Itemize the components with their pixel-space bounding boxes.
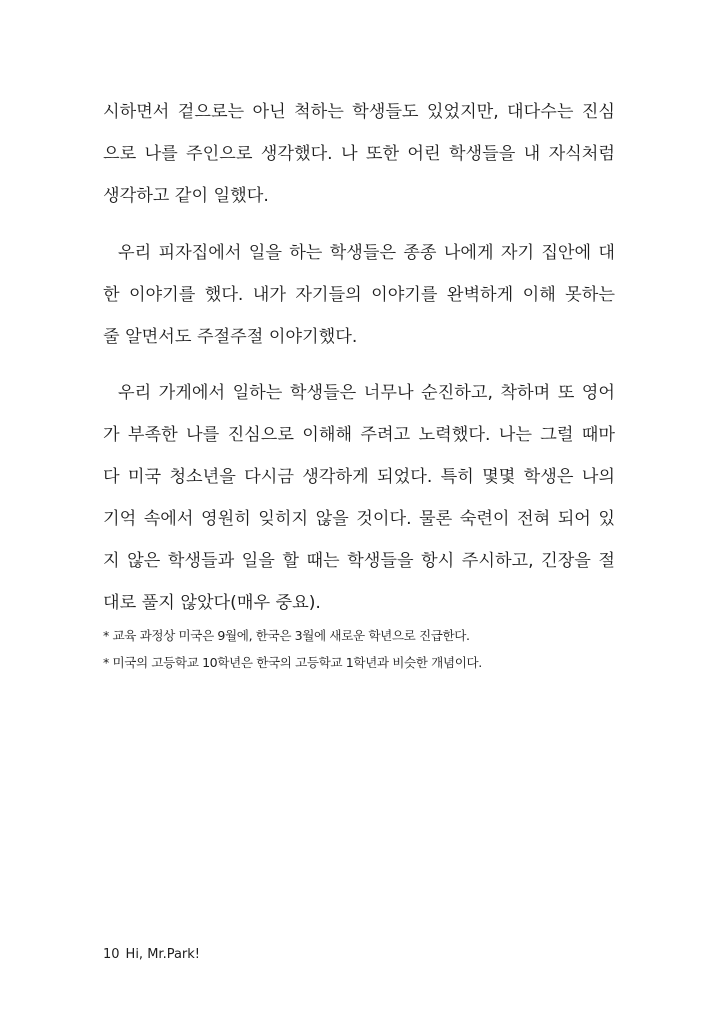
paragraph-2-line-2: 한 이야기를 했다. 내가 자기들의 이야기를 완벽하게 이해 못하는 [103, 285, 615, 305]
paragraph-3-line-3: 다 미국 청소년을 다시금 생각하게 되었다. 특히 몇몇 학생은 나의 [103, 467, 615, 487]
paragraph-3-line-2: 가 부족한 나를 진심으로 이해해 주려고 노력했다. 나는 그럴 때마 [103, 425, 615, 445]
paragraph-1-line-2: 으로 나를 주인으로 생각했다. 나 또한 어린 학생들을 내 자식처럼 [103, 144, 615, 164]
paragraph-3-line-1: 우리 가게에서 일하는 학생들은 너무나 순진하고, 착하며 또 영어 [118, 383, 615, 403]
paragraph-1-line-1: 시하면서 겉으로는 아닌 척하는 학생들도 있었지만, 대다수는 진심 [103, 102, 615, 122]
paragraph-3-line-4: 기억 속에서 영원히 잊히지 않을 것이다. 물론 숙련이 전혀 되어 있 [103, 509, 615, 529]
page-footer [103, 946, 200, 964]
footnote-1: * 교육 과정상 미국은 9월에, 한국은 3월에 새로운 학년으로 진급한다. [103, 628, 470, 643]
paragraph-3-line-6: 대로 풀지 않았다(매우 중요). [103, 593, 321, 613]
paragraph-1-line-3: 생각하고 같이 일했다. [103, 186, 269, 206]
paragraph-2-line-1: 우리 피자집에서 일을 하는 학생들은 종종 나에게 자기 집안에 대 [118, 243, 615, 263]
footnote-2: * 미국의 고등학교 10학년은 한국의 고등학교 1학년과 비슷한 개념이다. [103, 655, 482, 670]
paragraph-2-line-3: 줄 알면서도 주절주절 이야기했다. [103, 327, 358, 347]
page-number: 10 [103, 947, 120, 962]
book-title: Hi, Mr.Park! [125, 947, 201, 962]
paragraph-3-line-5: 지 않은 학생들과 일을 할 때는 학생들을 항시 주시하고, 긴장을 절 [103, 551, 615, 571]
